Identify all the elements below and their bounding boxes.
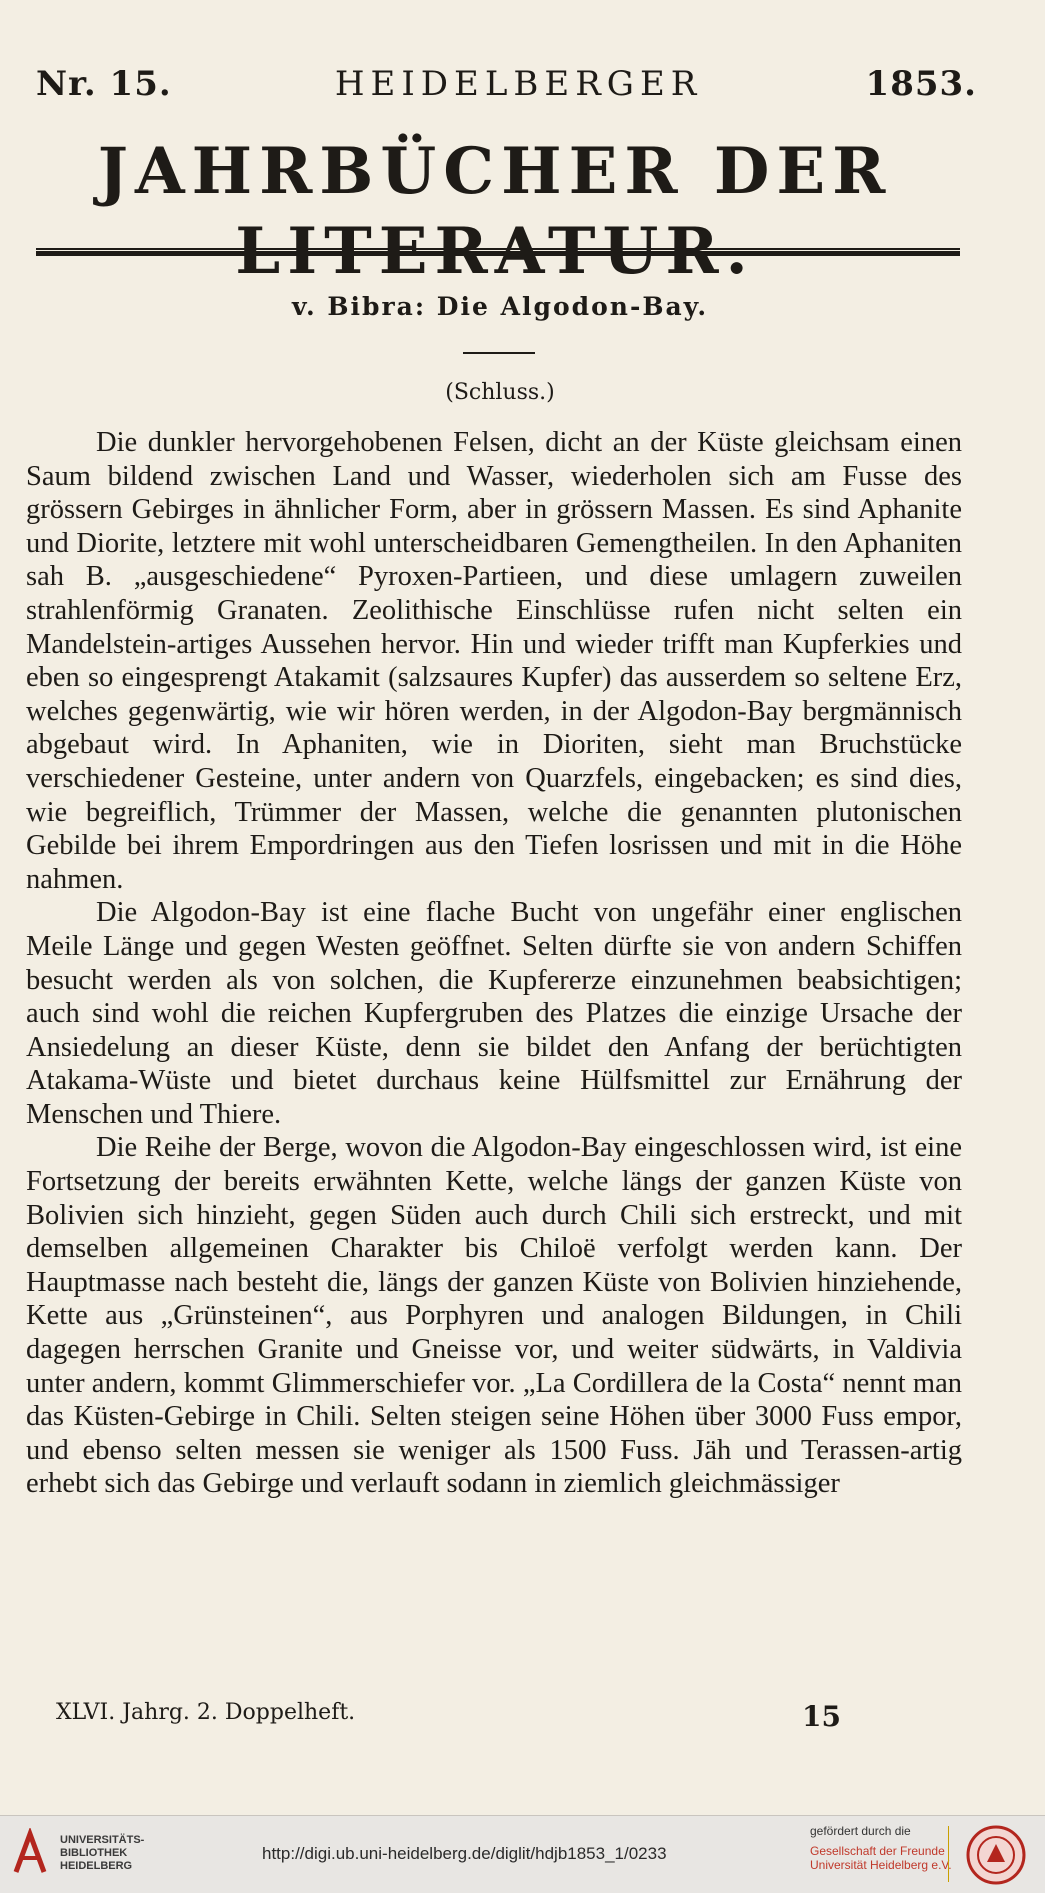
publisher-name: HEIDELBERGER [334, 64, 703, 104]
paragraph: Die dunkler hervorgehobenen Felsen, dicht an der Küste gleichsam einen Saum bildend zwischen Land und Wasser, wiederholen sich am Fusse des grössern Gebirges in ähnlicher Form, aber in grössern Massen. Es sind Aphanite und Diorite, letztere mit wohl unterscheidbaren Gemengtheilen. In den Aphaniten sah B. „ausgeschiedene“ Pyroxen-Partieen, und diese umlagern zuweilen strahlenförmig Granaten. Zeolithische Einschlüsse rufen nicht selten ein Mandelstein-artiges Aussehen hervor. Hin und wieder trifft man Kupferkies und eben so eingesprengt Atakamit (salzsaures Kupfer) das ausserdem so seltene Erz, welches gegenwärtig, wie wir hören werden, in der Algodon-Bay bergmännisch abgebaut wird. In Aphaniten, wie in Dioriten, sieht man Bruchstücke verschiedener Gesteine, unter andern von Quarzfels, eingebacken; es sind dies, wie begreiflich, Trümmer der Massen, welche die genannten plutonischen Gebilde bei ihrem Empordringen aus den Tiefen losrissen und mit in die Höhe nahmen. [26, 427, 962, 895]
journal-title: JAHRBÜCHER DER LITERATUR. [97, 134, 893, 289]
article-title: v. Bibra: Die Algodon-Bay. [291, 292, 709, 321]
continuation-note: (Schluss.) [445, 380, 555, 405]
divider [463, 352, 535, 354]
signature-mark: XLVI. Jahrg. 2. Doppelheft. [56, 1700, 356, 1725]
sponsor-name[interactable]: Gesellschaft der Freunde Universität Heidelberg e.V. [810, 1844, 952, 1872]
title-rule [36, 248, 960, 256]
paragraph: Die Reihe der Berge, wovon die Algodon-Bay eingeschlossen wird, ist eine Fortsetzung der bereits erwähnten Kette, welche längs der ganzen Küste von Bolivien sich hinzieht, gegen Süden auch durch Chili sich erstreckt, und mit demselben allgemeinen Charakter bis Chiloë verfolgt werden kann. Der Hauptmasse nach besteht die, längs der ganzen Küste von Bolivien hinziehende, Kette aus „Grünsteinen“, aus Porphyren und analogen Bildungen, in Chili dagegen herrschen Granite und Gneisse vor, und weiter südwärts, in Valdivia unter andern, kommt Glimmerschiefer vor. „La Cordillera de la Costa“ nennt man das Küsten-Gebirge in Chili. Selten steigen seine Höhen über 3000 Fuss empor, und ebenso selten messen sie weniger als 1500 Fuss. Jäh und Terassen-artig erhebt sich das Gebirge und verlauft sodann in ziemlich gleichmässiger [26, 1132, 962, 1500]
paragraph: Die Algodon-Bay ist eine flache Bucht von ungefähr einer englischen Meile Länge und gegen Westen geöffnet. Selten dürfte sie von andern Schiffen besucht werden als von solchen, die Kupfererze einzunehmen beabsichtigen; auch sind wohl die reichen Kupfergruben des Platzes die einzige Ursache der Ansiedelung an dieser Küste, denn sie bildet den Anfang der berüchtigten Atakama-Wüste und bietet durchaus keine Hülfsmittel zur Ernährung der Menschen und Thiere. [26, 897, 962, 1130]
issue-number: Nr. 15. [36, 64, 172, 104]
article-body [26, 426, 962, 1501]
year: 1853. [865, 64, 977, 104]
viewer-footer [0, 1815, 1045, 1893]
running-header [36, 64, 977, 114]
permalink[interactable]: http://digi.ub.uni-heidelberg.de/diglit/hdjb1853_1/0233 [262, 1844, 667, 1863]
library-name: UNIVERSITÄTS- BIBLIOTHEK HEIDELBERG [60, 1834, 145, 1872]
divider [948, 1826, 949, 1882]
ub-logo-icon[interactable] [12, 1828, 48, 1878]
sponsor-label: gefördert durch die [810, 1824, 911, 1838]
page-number: 15 [802, 1700, 841, 1733]
university-seal-icon [965, 1824, 1027, 1886]
